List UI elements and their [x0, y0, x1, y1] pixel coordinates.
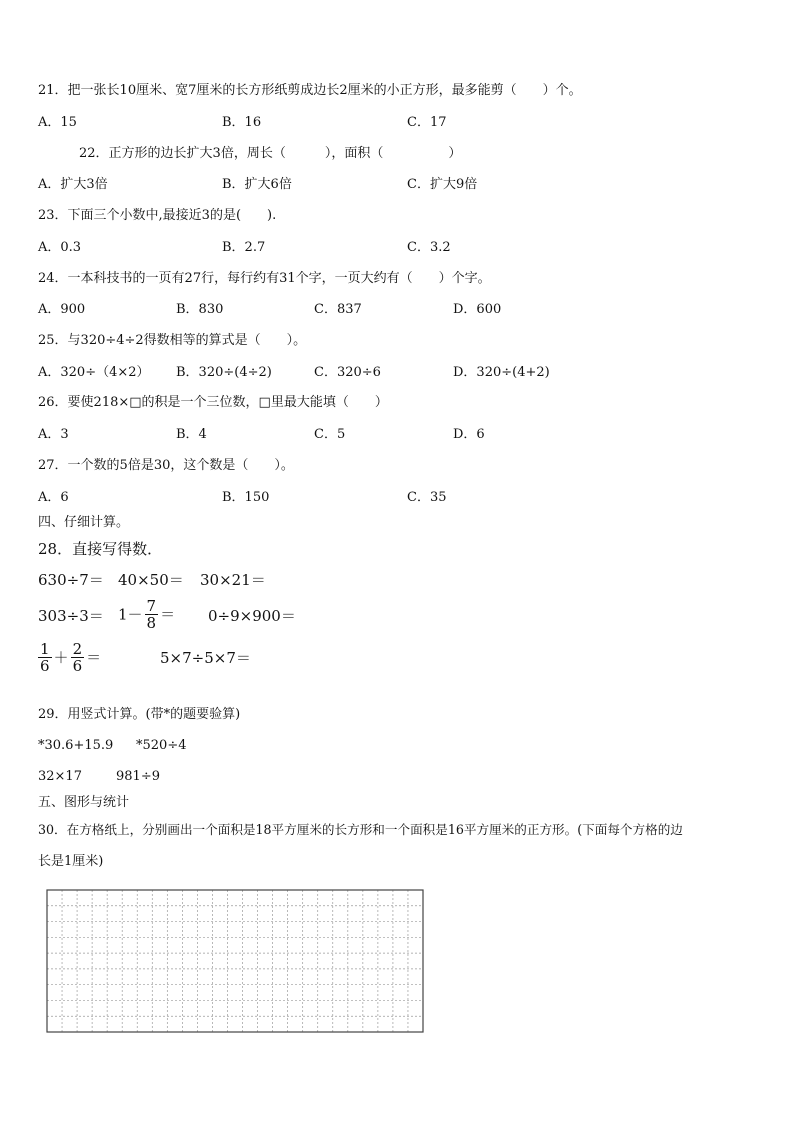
q28-item-5-prefix: 1－	[118, 605, 143, 624]
q28-item-1: 630÷7＝	[38, 571, 104, 589]
q24-option-c: C．837	[314, 302, 362, 317]
question-22: 22．正方形的边长扩大3倍，周长（ ），面积（ ）	[79, 146, 462, 161]
q28-item-8: 5×7÷5×7＝	[160, 649, 251, 667]
plus-sign: ＋	[53, 648, 69, 667]
q28-item-2: 40×50＝	[118, 571, 184, 589]
q28-item-7	[36, 641, 101, 674]
square-grid-paper	[46, 889, 424, 1033]
fraction-denominator: 6	[72, 657, 83, 675]
q28-item-5-suffix: ＝	[160, 605, 176, 624]
q28-item-5	[118, 598, 175, 631]
q26-option-c: C．5	[314, 427, 346, 442]
q28-item-7-fraction-2	[71, 641, 85, 674]
q26-option-b: B．4	[176, 427, 207, 442]
q25-option-a: A．320÷（4×2）	[38, 365, 150, 380]
question-27: 27．一个数的5倍是30，这个数是（ ）。	[38, 458, 294, 473]
q24-option-a: A．900	[38, 302, 86, 317]
q23-option-b: B．2.7	[222, 240, 266, 255]
q22-option-b: B．扩大6倍	[222, 177, 292, 192]
fraction-denominator: 8	[146, 614, 157, 632]
question-21: 21．把一张长10厘米、宽7厘米的长方形纸剪成边长2厘米的小正方形，最多能剪（ ）个。	[38, 83, 582, 98]
q29-item-4: 981÷9	[116, 769, 160, 784]
grid-border	[47, 890, 423, 1032]
q21-option-a: A．15	[38, 115, 77, 130]
q22-option-a: A．扩大3倍	[38, 177, 108, 192]
q26-option-a: A．3	[38, 427, 69, 442]
section-4-heading: 四、仔细计算。	[38, 515, 130, 530]
q28-item-4: 303÷3＝	[38, 607, 104, 625]
q21-option-c: C．17	[407, 115, 447, 130]
q21-option-b: B．16	[222, 115, 262, 130]
fraction-numerator: 2	[72, 640, 83, 658]
fraction-numerator: 1	[40, 640, 50, 658]
question-30-line-1: 30．在方格纸上，分别画出一个面积是18平方厘米的长方形和一个面积是16平方厘米的正方形。(下面每个方格的边	[38, 822, 683, 837]
q27-option-a: A．6	[38, 490, 69, 505]
q24-option-d: D．600	[453, 302, 502, 317]
question-29-title: 29．用竖式计算。(带*的题要验算)	[38, 707, 241, 722]
question-23: 23．下面三个小数中,最接近3的是( ).	[38, 208, 277, 223]
q28-item-6: 0÷9×900＝	[208, 607, 296, 625]
question-28-title: 28．直接写得数．	[38, 540, 163, 558]
q29-item-3: 32×17	[38, 769, 82, 784]
q22-option-c: C．扩大9倍	[407, 177, 478, 192]
q25-option-b: B．320÷(4÷2)	[176, 365, 272, 380]
q26-option-d: D．6	[453, 427, 485, 442]
q24-option-b: B．830	[176, 302, 224, 317]
question-24: 24．一本科技书的一页有27行，每行约有31个字，一页大约有（ ）个字。	[38, 271, 491, 286]
question-25: 25．与320÷4÷2得数相等的算式是（ ）。	[38, 333, 307, 348]
q27-option-c: C．35	[407, 490, 447, 505]
q28-item-3: 30×21＝	[200, 571, 266, 589]
q25-option-d: D．320÷(4+2)	[453, 365, 550, 380]
section-5-heading: 五、图形与统计	[38, 795, 130, 810]
q23-option-a: A．0.3	[38, 240, 82, 255]
q28-item-7-suffix: ＝	[86, 648, 102, 667]
q29-item-2: *520÷4	[136, 738, 187, 753]
q28-item-5-fraction	[145, 598, 159, 631]
q29-item-1: *30.6+15.9	[38, 738, 114, 753]
q27-option-b: B．150	[222, 490, 270, 505]
q28-item-7-fraction-1	[38, 641, 52, 674]
fraction-denominator: 6	[40, 657, 50, 675]
q25-option-c: C．320÷6	[314, 365, 381, 380]
q23-option-c: C．3.2	[407, 240, 451, 255]
fraction-numerator: 7	[146, 597, 157, 615]
question-26: 26．要使218×□的积是一个三位数，□里最大能填（ ）	[38, 395, 388, 410]
question-30-line-2: 长是1厘米)	[38, 854, 104, 869]
